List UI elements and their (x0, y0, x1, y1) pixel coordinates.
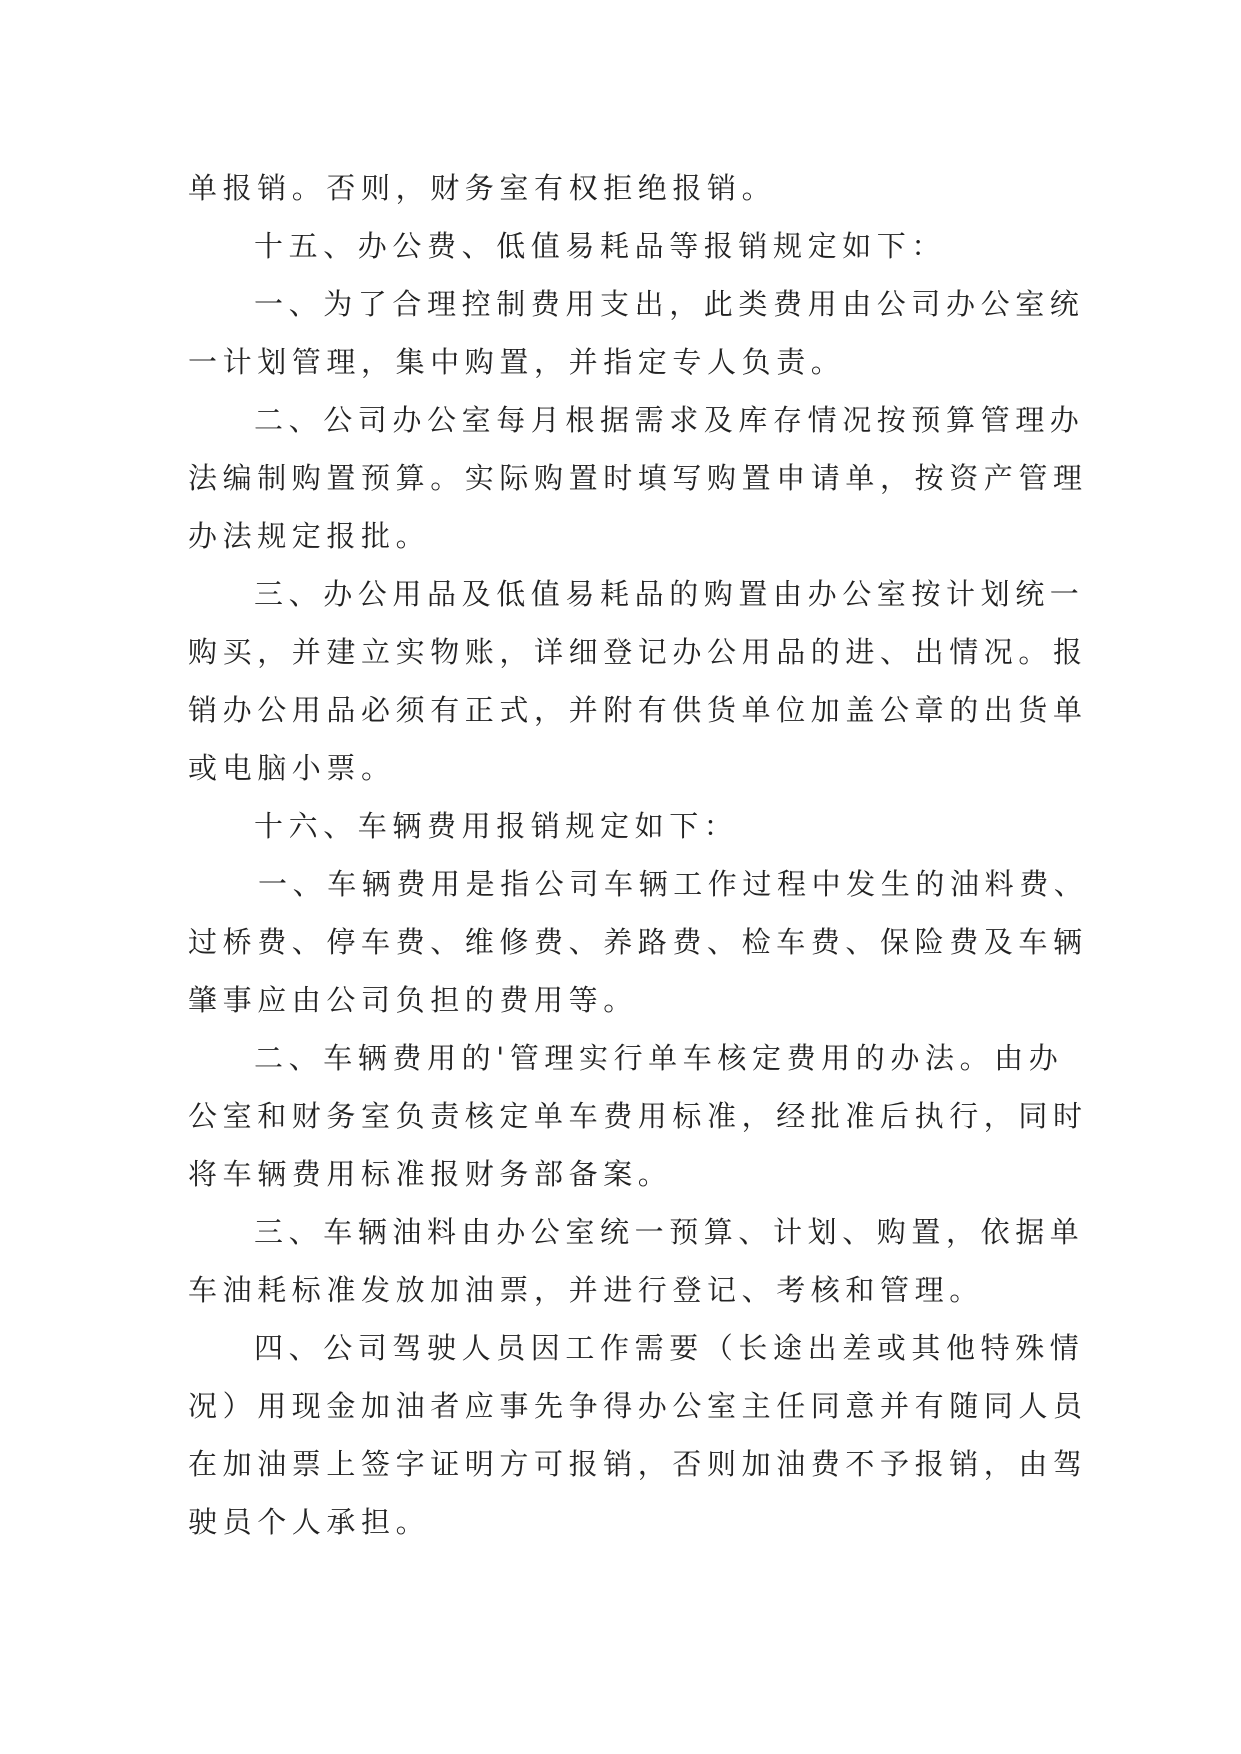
text-line: 肇事应由公司负担的费用等。 (188, 983, 638, 1017)
text-line: 将车辆费用标准报财务部备案。 (188, 1157, 673, 1191)
text-line: 在加油票上签字证明方可报销，否则加油费不予报销，由驾 (188, 1447, 1088, 1481)
text-line: 或电脑小票。 (188, 751, 396, 785)
text-line: 二、车辆费用的'管理实行单车核定费用的办法。由办 (254, 1041, 1064, 1075)
text-line: 车油耗标准发放加油票，并进行登记、考核和管理。 (188, 1273, 984, 1307)
text-line: 一、车辆费用是指公司车辆工作过程中发生的油料费、 (258, 867, 1089, 901)
text-line: 驶员个人承担。 (188, 1505, 431, 1539)
text-line: 法编制购置预算。实际购置时填写购置申请单，按资产管理 (188, 461, 1088, 495)
text-line: 四、公司驾驶人员因工作需要（长途出差或其他特殊情 (254, 1331, 1085, 1365)
text-line: 销办公用品必须有正式，并附有供货单位加盖公章的出货单 (188, 693, 1088, 727)
text-line: 一计划管理，集中购置，并指定专人负责。 (188, 345, 846, 379)
section-heading: 十六、车辆费用报销规定如下： (254, 809, 739, 843)
text-line: 办法规定报批。 (188, 519, 431, 553)
text-line: 单报销。否则，财务室有权拒绝报销。 (188, 171, 777, 205)
section-heading: 十五、办公费、低值易耗品等报销规定如下： (254, 229, 947, 263)
text-line: 一、为了合理控制费用支出，此类费用由公司办公室统 (254, 287, 1085, 321)
text-line: 过桥费、停车费、维修费、养路费、检车费、保险费及车辆 (188, 925, 1088, 959)
text-line: 三、车辆油料由办公室统一预算、计划、购置，依据单 (254, 1215, 1085, 1249)
text-line: 三、办公用品及低值易耗品的购置由办公室按计划统一 (254, 577, 1085, 611)
text-line: 二、公司办公室每月根据需求及库存情况按预算管理办 (254, 403, 1085, 437)
text-line: 况）用现金加油者应事先争得办公室主任同意并有随同人员 (188, 1389, 1088, 1423)
text-line: 购买，并建立实物账，详细登记办公用品的进、出情况。报 (188, 635, 1088, 669)
text-line: 公室和财务室负责核定单车费用标准，经批准后执行，同时 (188, 1099, 1088, 1133)
